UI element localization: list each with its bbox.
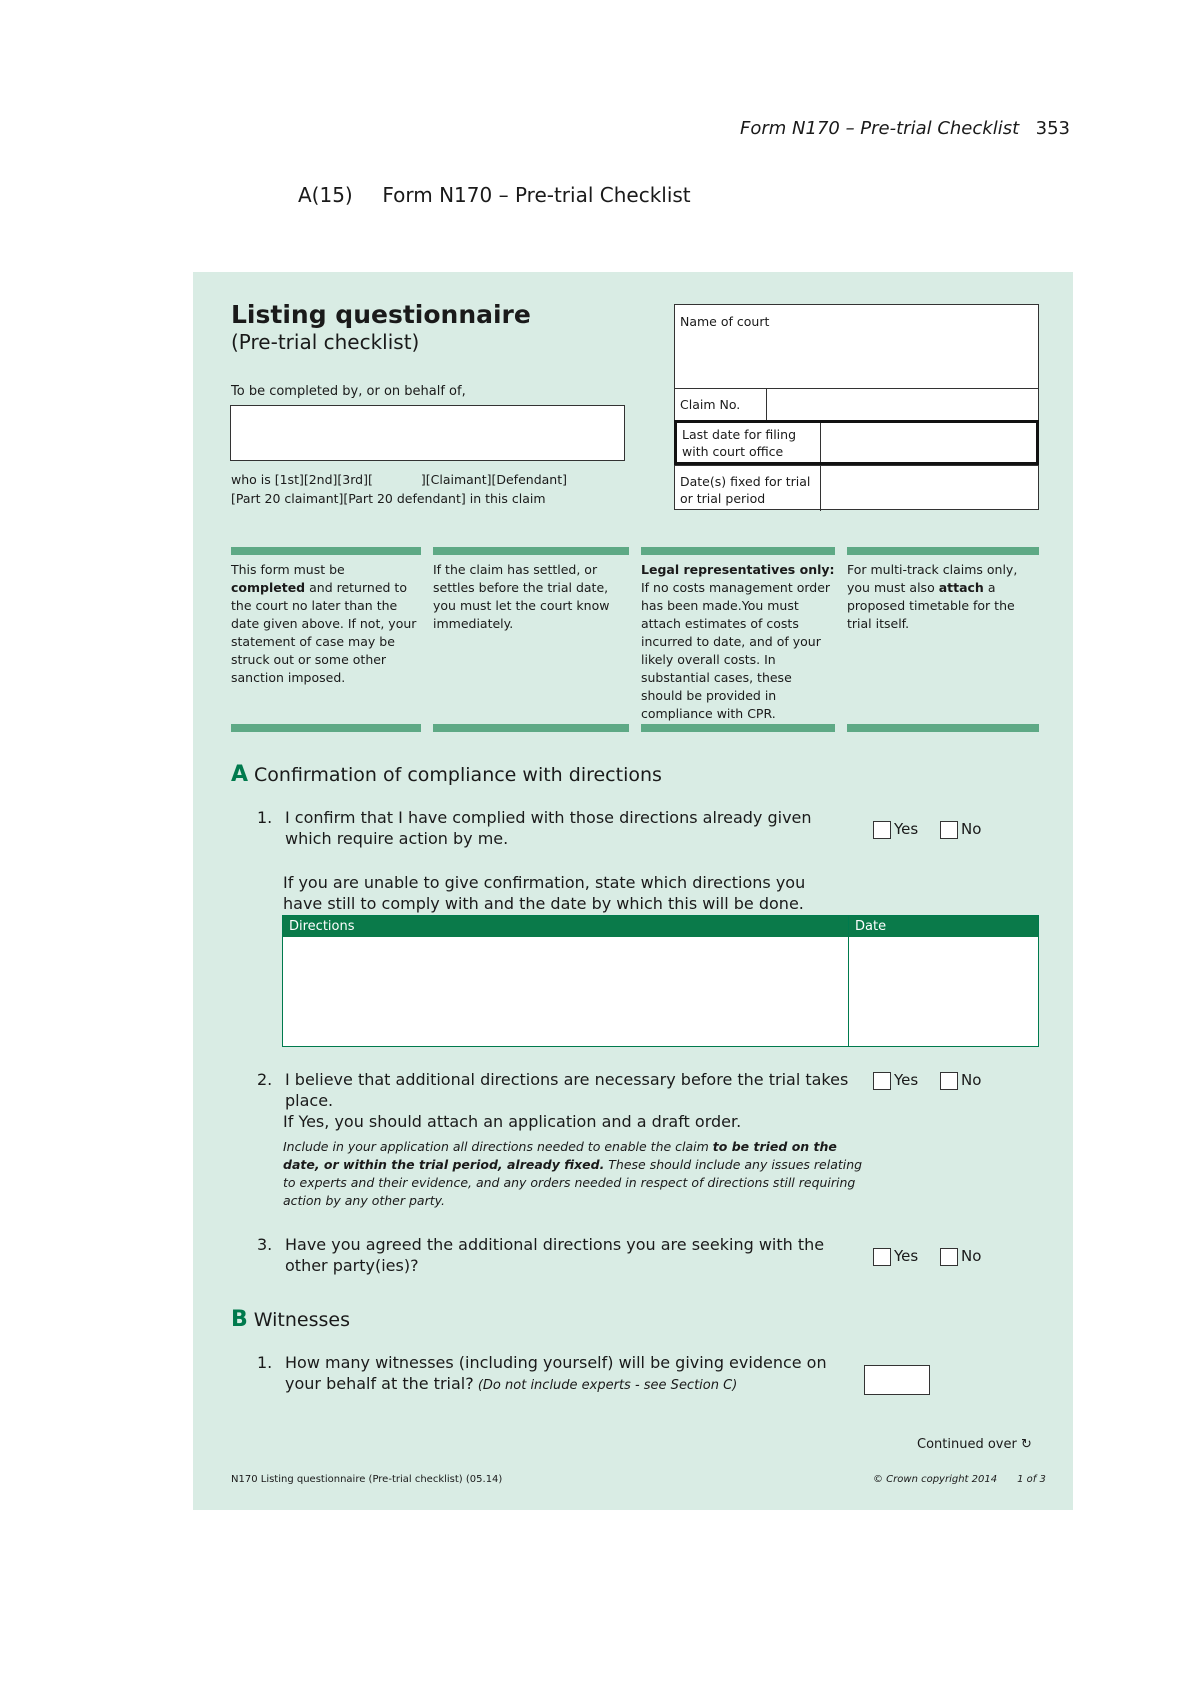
who-is-line2: [Part 20 claimant][Part 20 defendant] in this claim xyxy=(231,491,546,506)
who-is-line1a: who is [1st][2nd][3rd][ xyxy=(231,472,373,487)
dates-fixed-label: Date(s) fixed for trial or trial period xyxy=(680,474,811,506)
last-date-field[interactable] xyxy=(674,420,1039,465)
section-a-title: Confirmation of compliance with directions xyxy=(254,764,662,786)
form-title: Listing questionnaire xyxy=(231,300,531,329)
no-checkbox-a3[interactable]: No xyxy=(940,1247,981,1266)
page-number: 353 xyxy=(1035,118,1070,139)
note-a1: If you are unable to give confirmation, state which directions you have still to comply with and the date by which this will be done. xyxy=(283,873,806,913)
notice-settled: If the claim has settled, or settles before the trial date, you must let the court know immediately. xyxy=(433,547,629,732)
completed-by-field[interactable] xyxy=(230,405,625,461)
no-checkbox-a2[interactable]: No xyxy=(940,1071,981,1090)
court-details-box xyxy=(674,304,1039,510)
section-b-letter: B xyxy=(231,1307,248,1332)
who-is-text xyxy=(231,470,567,508)
no-checkbox-a1[interactable]: No xyxy=(940,820,981,839)
who-is-line1b: ][Claimant][Defendant] xyxy=(420,472,567,487)
name-of-court-label: Name of court xyxy=(680,314,770,329)
book-heading-number: A(15) xyxy=(298,183,353,207)
claim-no-field[interactable] xyxy=(675,388,1038,420)
running-head-title: Form N170 – Pre-trial Checklist xyxy=(740,118,1020,139)
yes-checkbox-a3[interactable]: Yes xyxy=(873,1247,918,1266)
book-heading-title: Form N170 – Pre-trial Checklist xyxy=(382,183,691,207)
date-col-header: Date xyxy=(855,919,887,934)
directions-table-header xyxy=(283,916,1038,937)
yes-checkbox-a1[interactable]: Yes xyxy=(873,820,918,839)
form-panel: Listing questionnaire (Pre-trial checklist) To be completed by, or on behalf of, who is [1st][2nd][3rd][ ][Claimant][Defendant] [Part 20 claimant][Part 20 defendant] in this claim Name of court Claim No. Last date for filing with court office Date(s) fixed for trial or trial period This form must be completed and returned to the court no later than the date given above. If not, your statement of case may be struck out or some other sanction imposed. If the claim has settled, or settles before the trial date, you must let the court know immediately. Legal representatives only: If no costs management order has been made.You must attach estimates of costs incurred to date, and of your likely overall costs. In substantial cases, these should be provided in compliance with CPR. For multi-track claims only, you must also attach a proposed timetable for the trial itself. A Confirmation of compliance with directions 1. I confirm that I have complied with those directions already given which require action by me. Yes No If you are unable to give confirmation, state which directions you have still to comply with and the date by which this will be done. Directions Date 2. I believe that additional directions are necessary before the trial takes place. Yes No If Yes, you should attach an application and a draft order. Include in your application all directions needed to enable the claim to be tried on the date, or within the trial period, already fixed. These should include any issues relating to experts and their evidence, and any orders needed in respect of directions still requiring action by any other party. 3. Have you agreed the additional directions you are seeking with the other party(ies)? Yes No B Witnesses 1. How many witnesses (including yourself) will be giving evidence on your behalf at the trial? (Do not include experts - see Section C) Continued over ↻ N170 Listing questionnaire (Pre-trial checklist) (05.14) © Crown copyright 2014 1 of 3 xyxy=(193,272,1073,1510)
form-footer-copyright: © Crown copyright 2014 1 of 3 xyxy=(873,1474,1046,1485)
section-b-title: Witnesses xyxy=(253,1309,350,1331)
note-a2: If Yes, you should attach an application and a draft order. xyxy=(283,1112,742,1131)
section-b-heading xyxy=(231,1307,350,1332)
section-a-letter: A xyxy=(231,762,249,787)
yes-checkbox-a2[interactable]: Yes xyxy=(873,1071,918,1090)
claim-no-label: Claim No. xyxy=(680,397,741,412)
form-subtitle: (Pre-trial checklist) xyxy=(231,330,420,354)
book-heading xyxy=(298,183,691,207)
directions-table[interactable] xyxy=(282,915,1039,1047)
notice-multi-track: For multi-track claims only, you must also attach a proposed timetable for the trial itself. xyxy=(847,547,1039,732)
notice-legal-reps: Legal representatives only: If no costs management order has been made.You must attach estimates of costs incurred to date, and of your likely overall costs. In substantial cases, these should be provided in compliance with CPR. xyxy=(641,547,835,732)
section-a-heading xyxy=(231,762,662,787)
dates-fixed-field[interactable] xyxy=(675,465,1038,511)
last-date-label: Last date for filing with court office xyxy=(682,427,797,459)
note-a2-detail: Include in your application all directions needed to enable the claim to be tried on the date, or within the trial period, already fixed. These should include any issues relating to experts and their evidence, and any orders needed in respect of directions still requiring action by any other party. xyxy=(283,1139,863,1208)
continued-over: Continued over ↻ xyxy=(917,1437,1032,1452)
completed-by-label: To be completed by, or on behalf of, xyxy=(231,384,466,399)
form-page-count: 1 of 3 xyxy=(1017,1474,1046,1485)
form-footer-code: N170 Listing questionnaire (Pre-trial checklist) (05.14) xyxy=(231,1474,503,1485)
witness-count-field[interactable] xyxy=(864,1365,930,1395)
directions-col-header: Directions xyxy=(289,919,355,934)
notice-completion: This form must be completed and returned to the court no later than the date given above. If not, your statement of case may be struck out or some other sanction imposed. xyxy=(231,547,421,732)
